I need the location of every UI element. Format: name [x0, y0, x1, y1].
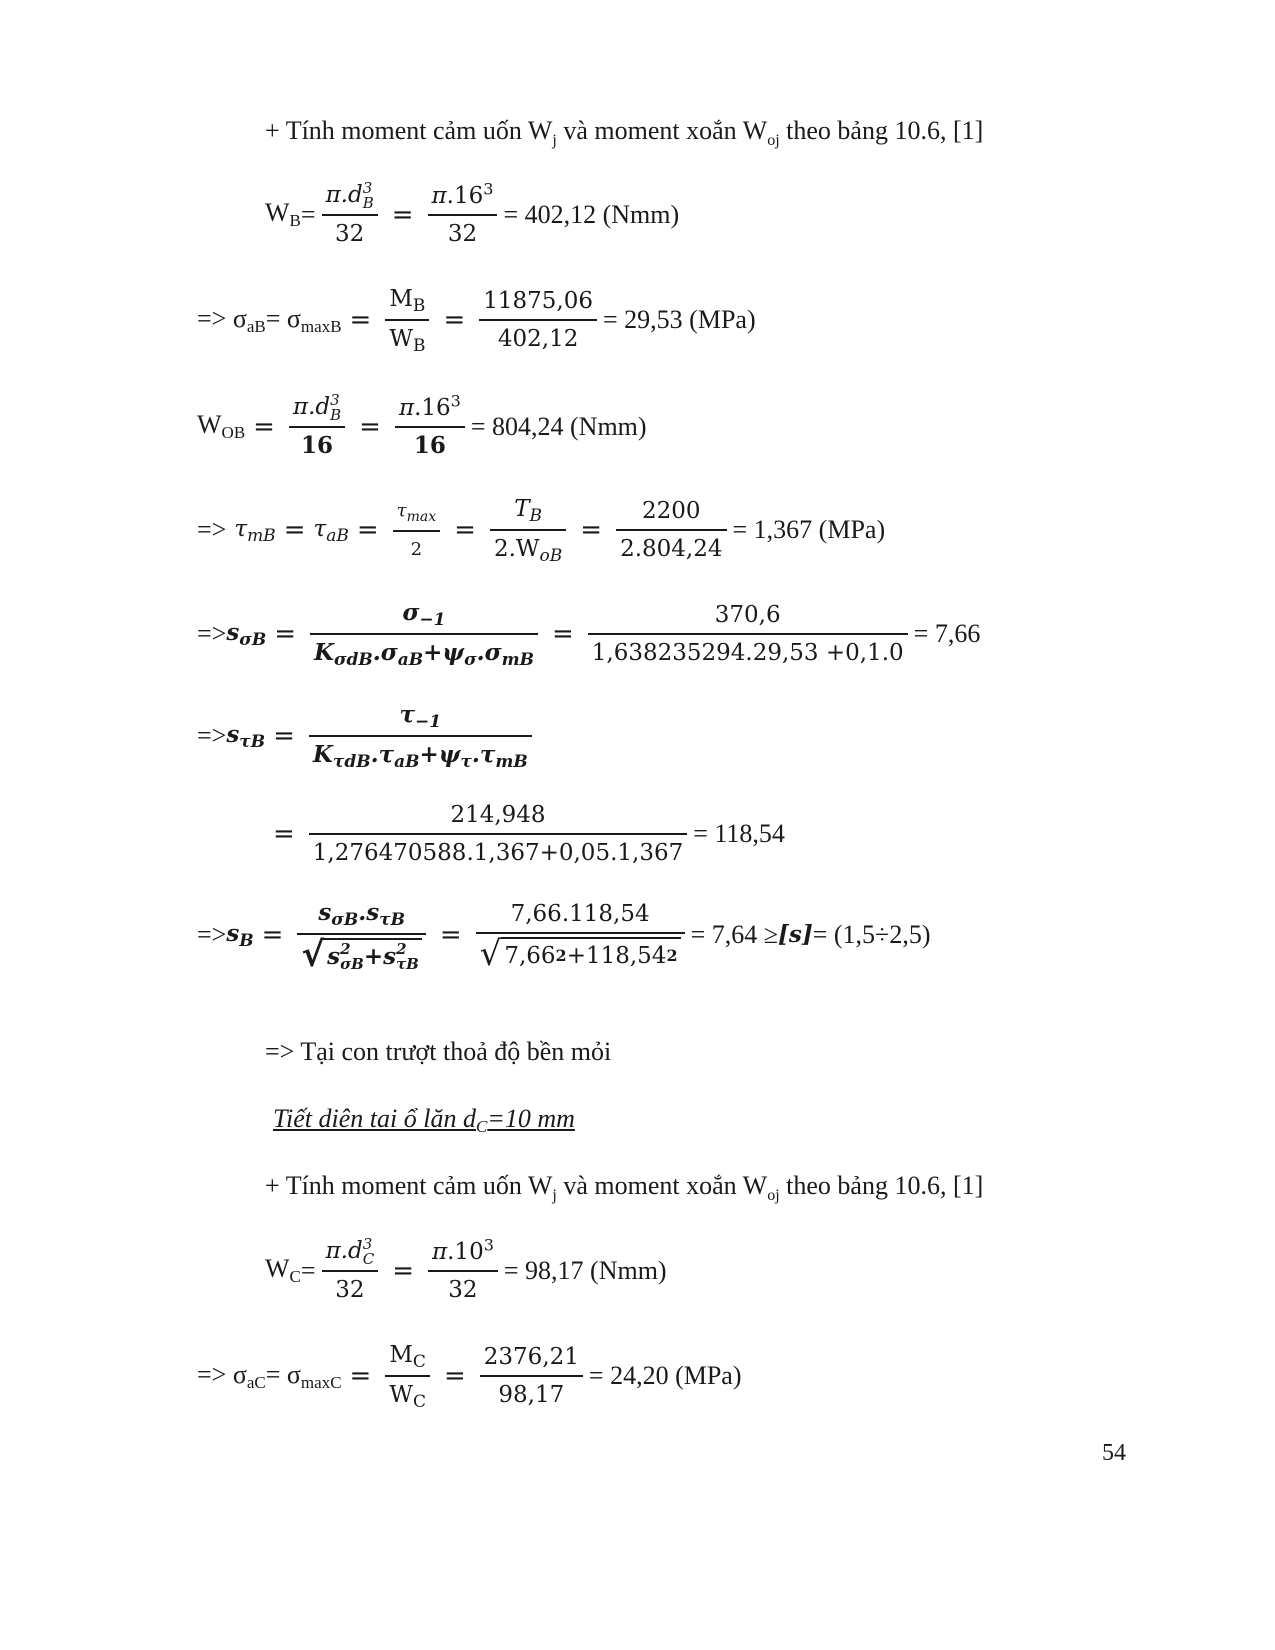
sigma-ab-frac-1: $\frac{M_B}{W_B}$ [385, 284, 429, 356]
s-b-prefix: => [197, 920, 227, 949]
sigma-ab-result: = 29,53 (MPa) [603, 305, 756, 334]
tau-frac-1: $\frac{\tau_{max}}{2}$ [393, 496, 441, 565]
tau-frac-3: $\frac{2200}{2.804,24}$ [616, 496, 726, 564]
formula-s-sigma: => $s_{\sigma B}$ = $\frac{\sigma_{-1}}{K_{\sigma dB}.\sigma_{aB}+\psi_\sigma.\sigma_{mB}}$ = $\frac{370,6}{1,638235294.29,53 +0,1.0}$ = 7,66 [197, 599, 981, 670]
formula-sigma-ab: => σaB= σmaxB = $\frac{M_B}{W_B}$ = $\frac{11875,06}{402,12}$ = 29,53 (MPa) [197, 286, 756, 356]
formula-s-b: => $s_B$ = $s_{\sigma B}.s_{\tau B}$ √ s 2 σB +s 2 τB = 7,66.118,54 √ 7,66 2 +118,54 2 = 7,64 ≥ [s] = (1,5÷2,5) [197, 899, 931, 975]
s-allowable: [s] [778, 921, 813, 948]
wob-lhs: WOB [197, 410, 246, 442]
s-b-lhs: $s_B$ [226, 920, 254, 951]
s-sigma-frac-1: $\frac{\sigma_{-1}}{K_{\sigma dB}.\sigma_{aB}+\psi_\sigma.\sigma_{mB}}$ [310, 598, 538, 670]
section-heading: Tiết diên tai ổ lăn dC=10 mm [273, 1104, 575, 1136]
s-b-frac-1: $s_{\sigma B}.s_{\tau B}$ √ s 2 σB +s 2 τB [297, 898, 425, 972]
tau-lhs-2: $\tau_{aB}$ [313, 516, 349, 546]
conclusion-text: => Tại con trượt thoả độ bền mỏi [265, 1037, 612, 1066]
wb-lhs: WB [265, 198, 301, 230]
wb-result: = 402,12 (Nmm) [503, 199, 680, 229]
sigma-ac-prefix: => σaC= σmaxC [197, 1359, 342, 1392]
wb-frac-2: $\frac{\pi.16^3}{32}$ [428, 181, 498, 249]
wob-frac-1: π.d 3 B 16 [289, 392, 345, 461]
wob-result: = 804,24 (Nmm) [470, 411, 647, 441]
wc-result: = 98,17 (Nmm) [503, 1255, 667, 1285]
tau-result: = 1,367 (MPa) [732, 515, 886, 544]
s-tau-lhs: $s_{\tau B}$ [226, 721, 266, 752]
sqrt-symbol: √ s 2 σB +s 2 τB [297, 935, 425, 972]
tau-frac-2: $\frac{T_B}{2.W_{oB}}$ [490, 494, 566, 566]
tau-lhs: $\tau_{mB}$ [234, 516, 276, 546]
formula-sigma-ac: => σaC= σmaxC = $\frac{M_C}{W_C}$ = $\frac{2376,21}{98,17}$ = 24,20 (MPa) [197, 1342, 742, 1412]
s-sigma-result: = 7,66 [913, 619, 981, 648]
formula-wob: WOB = π.d 3 B 16 = $\frac{\pi.16^3}{16}$ = 804,24 (Nmm) [197, 390, 647, 459]
intro-text-mid: và moment xoắn W [556, 116, 768, 145]
intro-line-1 [265, 116, 984, 150]
wc-lhs: WC [265, 1254, 301, 1286]
s-tau-prefix: => [197, 721, 227, 750]
s-sigma-lhs: $s_{\sigma B}$ [226, 619, 267, 650]
intro-sub-j: j [552, 132, 557, 150]
s-b-frac-2: 7,66.118,54 √ 7,66 2 +118,54 2 [476, 899, 685, 971]
sigma-ac-frac-2: $\frac{2376,21}{98,17}$ [480, 1342, 583, 1410]
s-sigma-frac-2: $\frac{370,6}{1,638235294.29,53 +0,1.0}$ [588, 600, 908, 668]
intro-text: + Tính moment cảm uốn W [265, 116, 553, 145]
s-tau-frac-2: $\frac{214,948}{1,276470588.1,367+0,05.1,367}$ [309, 800, 687, 868]
wb-eq: = [300, 199, 316, 229]
intro-text-end: theo bảng 10.6, [1] [779, 116, 984, 145]
formula-wc: WC = π.d 3 C 32 = $\frac{\pi.10^3}{32}$ = 98,17 (Nmm) [265, 1234, 667, 1303]
s-tau-result: = 118,54 [693, 819, 785, 848]
wb-frac-1: π.d 3 B 32 [322, 180, 378, 249]
formula-tau: => $\tau_{mB}$ = $\tau_{aB}$ = $\frac{\tau_{max}}{2}$ = $\frac{T_B}{2.W_{oB}}$ = $\frac{2200}{2.804,24}$ = 1,367 (MPa) [197, 496, 886, 566]
wc-frac-2: $\frac{\pi.10^3}{32}$ [428, 1237, 498, 1305]
tau-prefix: => [197, 515, 227, 544]
s-tau-frac-1: $\frac{\tau_{-1}}{K_{\tau dB}.\tau_{aB}+\psi_\tau.\tau_{mB}}$ [309, 700, 532, 772]
formula-wb [265, 180, 679, 249]
sigma-ab-frac-2: $\frac{11875,06}{402,12}$ [479, 286, 597, 354]
s-b-range: = (1,5÷2,5) [812, 920, 931, 949]
eq-sign: = [391, 199, 414, 230]
wob-frac-2: $\frac{\pi.16^3}{16}$ [395, 393, 465, 461]
sigma-ac-frac-1: $\frac{M_C}{W_C}$ [385, 1340, 430, 1412]
s-sigma-prefix: => [197, 619, 227, 648]
s-tau-eq2: = [273, 819, 295, 849]
s-b-result: = 7,64 ≥ [690, 920, 779, 949]
intro-line-2: + Tính moment cảm uốn $W_j$ và moment xoắn $W_{oj}$ theo bảng 10.6, [1] [265, 1171, 984, 1205]
wc-frac-1: π.d 3 C 32 [322, 1236, 379, 1305]
formula-s-tau: => $s_{\tau B}$ = $\frac{\tau_{-1}}{K_{\tau dB}.\tau_{aB}+\psi_\tau.\tau_{mB}}$ [197, 700, 538, 772]
intro-sub-oj: oj [767, 132, 780, 150]
sigma-ac-result: = 24,20 (MPa) [588, 1361, 742, 1390]
sigma-ab-prefix: => σaB= σmaxB [197, 303, 342, 336]
page-number: 54 [1102, 1440, 1126, 1466]
formula-s-tau-cont [265, 800, 785, 868]
